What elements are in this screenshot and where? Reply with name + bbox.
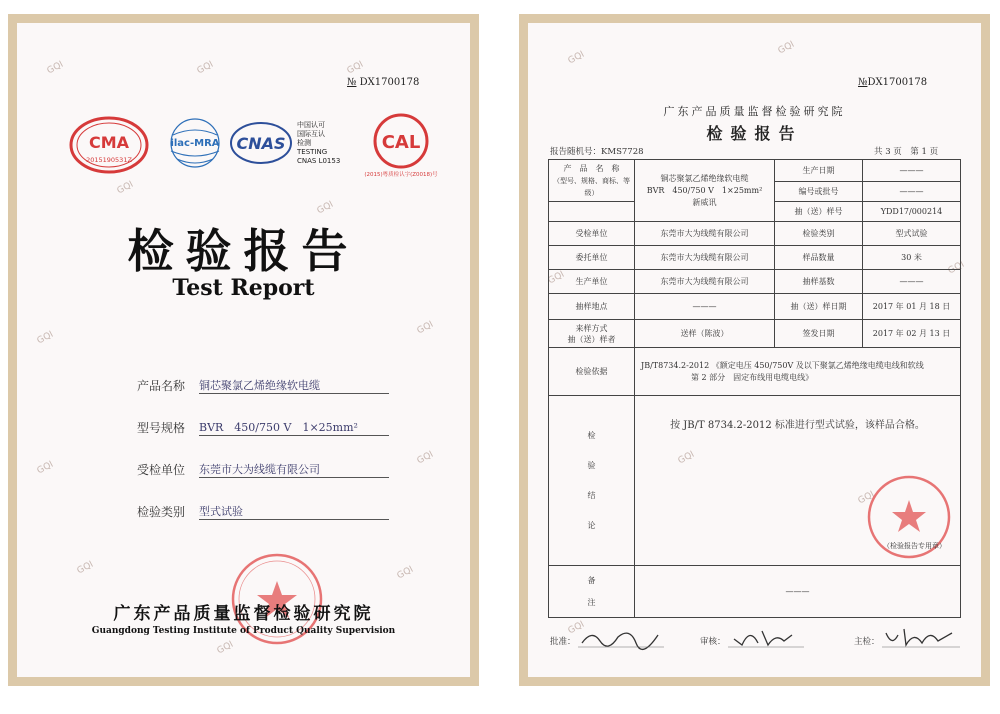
client-label: 委托单位 bbox=[549, 246, 635, 270]
stamp-note: （检验报告专用章） bbox=[883, 542, 946, 550]
table-row bbox=[549, 222, 961, 246]
watermark: GQI bbox=[345, 59, 366, 77]
approver-signature bbox=[578, 623, 668, 655]
institute-name: 广东产品质量监督检验研究院 bbox=[663, 105, 846, 118]
product-name-label: 产 品 名 称 （型号、规格、商标、等级） bbox=[549, 160, 635, 202]
basis-label: 检验依据 bbox=[549, 348, 635, 396]
watermark: GQI bbox=[946, 259, 967, 277]
watermark: GQI bbox=[315, 199, 336, 217]
watermark: GQI bbox=[115, 179, 136, 197]
watermark: GQI bbox=[566, 619, 587, 637]
watermark: GQI bbox=[856, 489, 877, 507]
table-row bbox=[549, 566, 961, 618]
random-code: 报告随机号：KMS7728 bbox=[550, 147, 644, 157]
institute-name-cn: 广东产品质量监督检验研究院 bbox=[113, 604, 374, 624]
watermark: GQI bbox=[35, 459, 56, 477]
watermark: GQI bbox=[45, 59, 66, 77]
table-row bbox=[549, 294, 961, 320]
category: 型式试验 bbox=[863, 222, 961, 246]
svg-text:ilac-MRA: ilac-MRA bbox=[170, 138, 220, 149]
category-label: 检验类别 bbox=[775, 222, 863, 246]
report-table bbox=[548, 159, 961, 618]
ilac-mra-logo bbox=[167, 115, 223, 179]
qty-label: 样品数量 bbox=[775, 246, 863, 270]
sample-date: 2017 年 01 月 18 日 bbox=[863, 294, 961, 320]
watermark: GQI bbox=[546, 269, 567, 287]
cnas-logo bbox=[229, 119, 293, 173]
sample-no-label: 抽（送）样号 bbox=[775, 202, 863, 222]
cal-logo bbox=[361, 111, 441, 185]
base: ——— bbox=[863, 270, 961, 294]
inspected-label: 受检单位 bbox=[549, 222, 635, 246]
watermark: GQI bbox=[195, 59, 216, 77]
client: 东莞市大为线缆有限公司 bbox=[635, 246, 775, 270]
producer: 东莞市大为线缆有限公司 bbox=[635, 270, 775, 294]
document-number: №DX1700178 bbox=[858, 77, 928, 88]
prod-date: ——— bbox=[863, 160, 961, 182]
watermark: GQI bbox=[415, 319, 436, 337]
field-test-category: 检验类别 型式试验 bbox=[137, 503, 199, 520]
field-product-name: 产品名称 铜芯聚氯乙烯绝缘软电缆 bbox=[137, 377, 199, 394]
watermark: GQI bbox=[776, 39, 797, 57]
report-title-cn: 检验报告 bbox=[127, 224, 360, 278]
table-row bbox=[549, 348, 961, 396]
review-label: 审核： bbox=[700, 637, 726, 647]
svg-text:CMA: CMA bbox=[88, 133, 130, 152]
watermark: GQI bbox=[35, 329, 56, 347]
batch: ——— bbox=[863, 182, 961, 202]
product-name-label-spacer bbox=[549, 202, 635, 222]
product-name-cell: 铜芯聚氯乙烯绝缘软电缆 BVR 450/750 V 1×25mm² 新威讯 bbox=[635, 160, 775, 222]
cnas-caption: 中国认可 国际互认 检测 TESTING CNAS L0153 bbox=[297, 121, 341, 165]
table-row bbox=[549, 270, 961, 294]
cover-frame bbox=[8, 14, 479, 686]
report-frame bbox=[519, 14, 990, 686]
place-label: 抽样地点 bbox=[549, 294, 635, 320]
main-tester-label: 主检： bbox=[854, 637, 880, 647]
producer-label: 生产单位 bbox=[549, 270, 635, 294]
institute-name-en: Guangdong Testing Institute of Product Quality Supervision bbox=[91, 626, 396, 636]
batch-label: 编号或批号 bbox=[775, 182, 863, 202]
method-label: 来样方式 抽（送）样者 bbox=[549, 320, 635, 348]
table-row bbox=[549, 246, 961, 270]
method: 送样（陈波） bbox=[635, 320, 775, 348]
field-inspected-unit: 受检单位 东莞市大为线缆有限公司 bbox=[137, 461, 199, 478]
report-title-en: Test Report bbox=[172, 275, 315, 301]
svg-text:CNAS: CNAS bbox=[236, 134, 286, 153]
sample-date-label: 抽（送）样日期 bbox=[775, 294, 863, 320]
remark: ——— bbox=[635, 566, 961, 618]
qty: 30 米 bbox=[863, 246, 961, 270]
svg-text:CAL: CAL bbox=[381, 132, 421, 153]
report-page bbox=[528, 23, 981, 677]
inspected-unit: 东莞市大为线缆有限公司 bbox=[635, 222, 775, 246]
field-model: 型号规格 BVR 450/750 V 1×25mm² bbox=[137, 419, 199, 436]
svg-text:2015190531Z: 2015190531Z bbox=[86, 156, 132, 164]
report-title: 检验报告 bbox=[706, 124, 803, 143]
table-row bbox=[549, 396, 961, 566]
watermark: GQI bbox=[75, 559, 96, 577]
sign-date-label: 签发日期 bbox=[775, 320, 863, 348]
main-tester-signature bbox=[882, 623, 964, 655]
watermark: GQI bbox=[215, 639, 236, 657]
page-info: 共 3 页 第 1 页 bbox=[874, 147, 939, 157]
sign-date: 2017 年 02 月 13 日 bbox=[863, 320, 961, 348]
watermark: GQI bbox=[566, 49, 587, 67]
conclusion-label: 检 验 结 论 bbox=[549, 396, 635, 566]
watermark: GQI bbox=[676, 449, 697, 467]
table-row bbox=[549, 160, 961, 182]
document-number: № DX1700178 bbox=[347, 77, 420, 88]
place: ——— bbox=[635, 294, 775, 320]
conclusion: 按 JB/T 8734.2-2012 标准进行型式试验，该样品合格。 （检验报告专用章） bbox=[635, 396, 961, 566]
approve-label: 批准： bbox=[550, 637, 576, 647]
remark-label: 备 注 bbox=[549, 566, 635, 618]
cover-page bbox=[17, 23, 470, 677]
prod-date-label: 生产日期 bbox=[775, 160, 863, 182]
basis: JB/T8734.2-2012 《额定电压 450/750V 及以下聚氯乙烯绝缘电缆电线和软线 第 2 部分 固定布线用电缆电线》 bbox=[635, 348, 961, 396]
sample-no: YDD17/000214 bbox=[863, 202, 961, 222]
cma-logo bbox=[69, 115, 149, 179]
watermark: GQI bbox=[415, 449, 436, 467]
table-row bbox=[549, 320, 961, 348]
base-label: 抽样基数 bbox=[775, 270, 863, 294]
watermark: GQI bbox=[395, 564, 416, 582]
svg-text:(2015)粤质检认字(Z0018)号: (2015)粤质检认字(Z0018)号 bbox=[364, 172, 438, 178]
reviewer-signature bbox=[728, 623, 808, 655]
